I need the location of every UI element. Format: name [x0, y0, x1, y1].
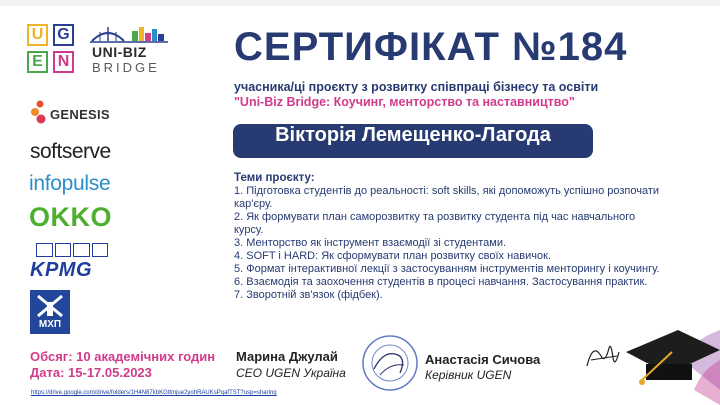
- topics-list: [234, 172, 694, 302]
- unibiz-sub: BRIDGE: [92, 60, 160, 75]
- drive-link[interactable]: https://drive.google.com/drive/folders/1H4N87kbKGttmjue2yohRAUKsPqafTST?usp=sharing: [31, 390, 277, 396]
- kpmg-logo: [30, 243, 110, 281]
- signature-icon: [583, 338, 623, 374]
- softserve-logo: softserve: [30, 140, 111, 163]
- unibiz-name: UNI-BIZ: [92, 44, 147, 60]
- kpmg-text: KPMG: [30, 259, 92, 281]
- ugen-letter-e: E: [27, 51, 48, 73]
- signer2-name: Анастасія Сичова: [425, 352, 541, 367]
- unibiz-bridge-logo: [88, 23, 172, 75]
- graduation-cap-icon: [622, 300, 720, 405]
- genesis-text: GENESIS: [50, 107, 110, 122]
- topic-line: 6. Взаємодія та заохочення студентів в процесі навчання. Застосування практик.: [234, 276, 648, 288]
- stamp-icon: [360, 333, 420, 393]
- topic-line: кар'єру.: [234, 198, 273, 210]
- certificate-subtitle: учасника/ці проєкту з розвитку співпраці бізнесу та освіти: [234, 80, 599, 94]
- infopulse-logo: infopulse: [29, 172, 111, 195]
- topic-line: 5. Формат інтерактивної лекції з застосуванням інструментів менторингу і коучингу.: [234, 263, 660, 275]
- mhp-text: МХП: [38, 319, 62, 330]
- genesis-logo: [30, 100, 140, 130]
- mhp-logo: [30, 290, 70, 334]
- dates-info: Дата: 15-17.05.2023: [30, 365, 152, 380]
- ugen-logo: [27, 24, 75, 74]
- recipient-name: Вікторія Лемещенко-Лагода: [275, 124, 551, 146]
- okko-logo: OKKO: [29, 202, 112, 232]
- topic-line: курсу.: [234, 224, 264, 236]
- recipient-banner: [233, 124, 593, 158]
- ugen-letter-g: G: [53, 24, 74, 46]
- ugen-letter-n: N: [53, 51, 74, 73]
- top-band: [0, 0, 720, 6]
- project-name: "Uni-Biz Bridge: Коучинг, менторство та наставництво": [234, 95, 575, 109]
- genesis-dots-icon: [30, 100, 48, 126]
- topic-line: 7. Зворотній зв'язок (фідбек).: [234, 289, 383, 301]
- topic-line: 2. Як формувати план саморозвитку та розвитку студента під час навчального: [234, 211, 636, 223]
- bridge-skyline-icon: [88, 23, 172, 45]
- ugen-letter-u: U: [27, 24, 48, 46]
- signer2-role: Керівник UGEN: [425, 368, 512, 382]
- kpmg-boxes-icon: [36, 243, 108, 259]
- topic-line: 1. Підготовка студентів до реальності: soft skills, які допоможуть успішно розпочати: [234, 185, 660, 197]
- signer1-name: Марина Джулай: [236, 349, 338, 364]
- topic-line: 3. Менторство як інструмент взаємодії зі студентами.: [234, 237, 507, 249]
- topic-line: 4. SOFT і HARD: Як сформувати план розвитку своїх навичок.: [234, 250, 551, 262]
- topics-heading: Теми проєкту:: [234, 172, 315, 184]
- hours-info: Обсяг: 10 академічних годин: [30, 349, 216, 364]
- certificate-title: СЕРТИФІКАТ №184: [234, 25, 628, 69]
- windmill-icon: [30, 292, 70, 320]
- signer1-role: CEO UGEN Україна: [236, 366, 346, 380]
